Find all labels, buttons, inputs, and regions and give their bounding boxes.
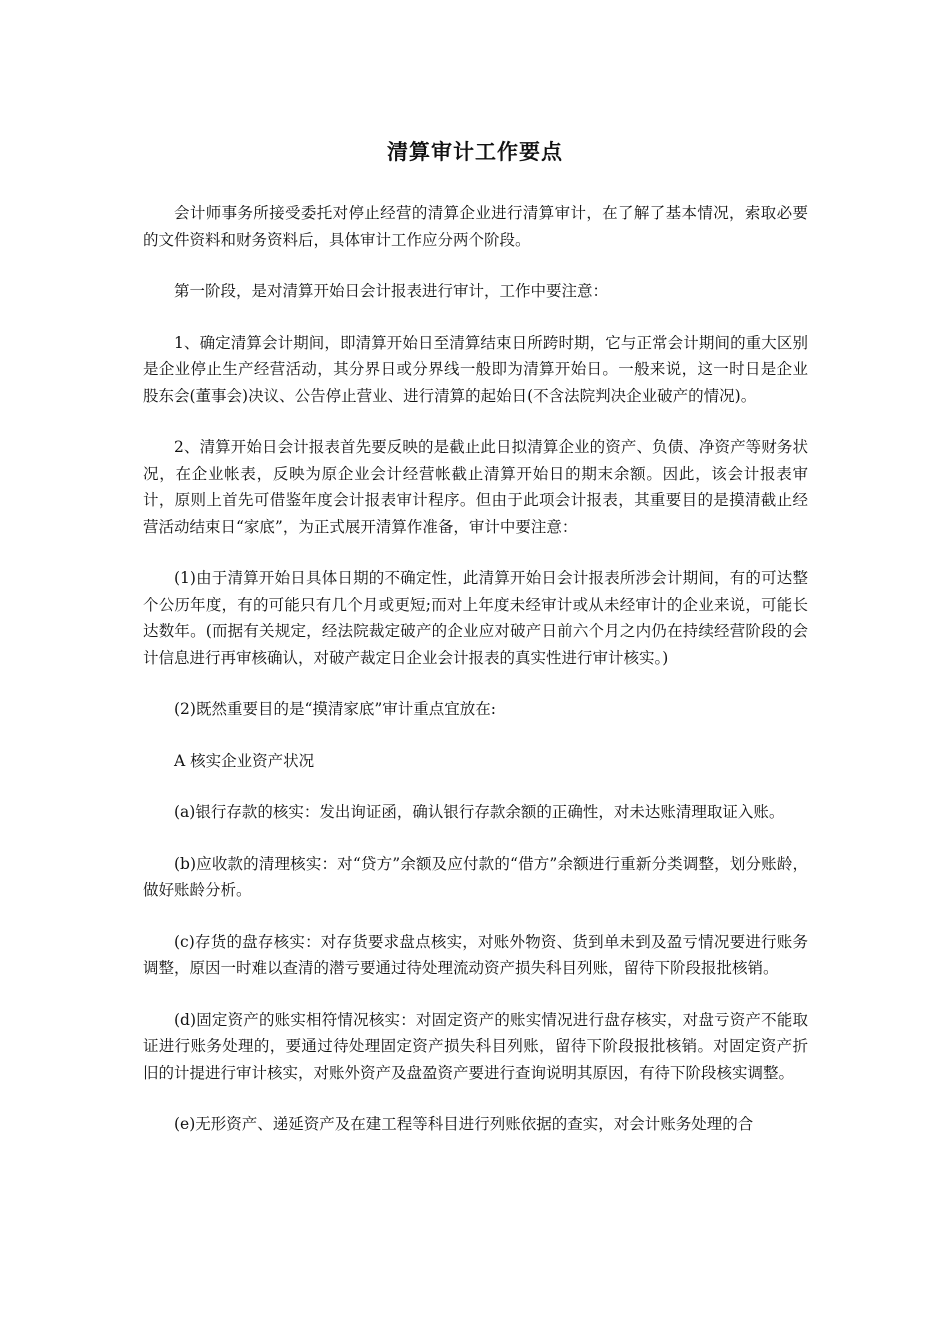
- paragraph-item-1: 1、确定清算会计期间，即清算开始日至清算结束日所跨时期，它与正常会计期间的重大区别是企业停止生产经营活动，其分界日或分界线一般即为清算开始日。一般来说，这一时日是企业股东会(董事会)决议、公告停止营业、进行清算的起始日(不含法院判决企业破产的情况)。: [143, 333, 808, 405]
- paragraph-d-fixed-assets: (d)固定资产的账实相符情况核实：对固定资产的账实情况进行盘存核实，对盘亏资产不能取证进行账务处理的，要通过待处理固定资产损失科目列账，留待下阶段报批核销。对固定资产折旧的计提进行审计核实，对账外资产及盘盈资产要进行查询说明其原因，有待下阶段核实调整。: [143, 1010, 808, 1082]
- paragraph-item-2: 2、清算开始日会计报表首先要反映的是截止此日拟清算企业的资产、负债、净资产等财务状况，在企业帐表，反映为原企业会计经营帐截止清算开始日的期末余额。因此，该会计报表审计，原则上首先可借鉴年度会计报表审计程序。但由于此项会计报表，其重要目的是摸清截止经营活动结束日“家底”，为正式展开清算作准备，审计中要注意：: [143, 438, 808, 536]
- paragraph-subitem-1: (1)由于清算开始日具体日期的不确定性，此清算开始日会计报表所涉会计期间，有的可达整个公历年度，有的可能只有几个月或更短;而对上年度未经审计或从未经审计的企业来说，可能长达数年。(而据有关规定，经法院裁定破产的企业应对破产日前六个月之内仍在持续经营阶段的会计信息进行再审核确认，对破产裁定日企业会计报表的真实性进行审计核实。): [143, 569, 808, 667]
- paragraph-section-a: A 核实企业资产状况: [174, 751, 315, 770]
- paragraph-c-inventory: (c)存货的盘存核实：对存货要求盘点核实，对账外物资、货到单未到及盈亏情况要进行账务调整，原因一时难以查清的潜亏要通过待处理流动资产损失科目列账，留待下阶段报批核销。: [143, 932, 808, 977]
- paragraph-b-receivables: (b)应收款的清理核实：对“贷方”余额及应付款的“借方”余额进行重新分类调整，划分账龄，做好账龄分析。: [143, 854, 808, 899]
- paragraph-a-bank: (a)银行存款的核实：发出询证函，确认银行存款余额的正确性，对未达账清理取证入账。: [174, 803, 785, 821]
- paragraph-e-intangibles: (e)无形资产、递延资产及在建工程等科目进行列账依据的查实，对会计账务处理的合: [174, 1115, 754, 1133]
- document-title: 清算审计工作要点: [387, 139, 563, 164]
- paragraph-subitem-2: (2)既然重要目的是“摸清家底”审计重点宜放在:: [174, 700, 497, 718]
- paragraph-stage-one: 第一阶段，是对清算开始日会计报表进行审计，工作中要注意：: [174, 282, 609, 300]
- paragraph-intro: 会计师事务所接受委托对停止经营的清算企业进行清算审计，在了解了基本情况，索取必要的文件资料和财务资料后，具体审计工作应分两个阶段。: [143, 204, 808, 249]
- document-body: [143, 200, 808, 1163]
